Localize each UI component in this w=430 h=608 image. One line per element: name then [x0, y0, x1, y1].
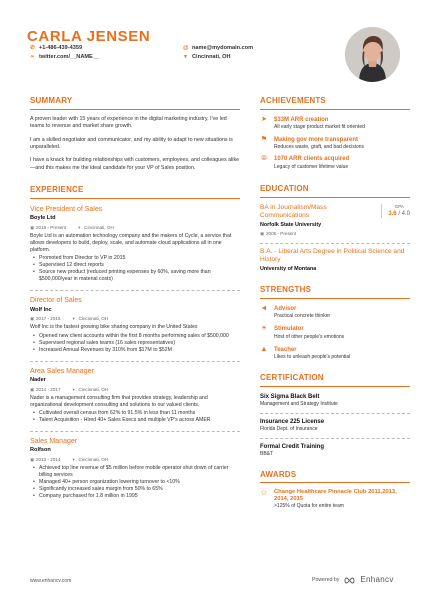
footer-site-link[interactable]: www.enhancv.com [30, 578, 72, 584]
achievement-title: $33M ARR creation [274, 116, 329, 123]
location-pin-icon: ▾ [72, 456, 75, 462]
job-location: Cincinnati, OH [78, 386, 109, 392]
divider [260, 438, 410, 439]
at-icon: @ [183, 45, 189, 52]
school-name: Norfolk State University [260, 221, 322, 228]
job-dates: 2017 - 2016 [36, 316, 61, 322]
enhancv-logo-icon [344, 577, 355, 584]
company-description: Nader is a management consulting firm that provides strategy, leadership and organizational development consulting and solutions to our valued clients. [30, 394, 208, 408]
link-icon: ∞ [30, 54, 35, 61]
company-description: Wolf Inc is the fastest growing bike sharing company in the United States [30, 324, 198, 331]
experience-entry [30, 296, 240, 353]
award-item [260, 489, 410, 510]
job-title: Sales Manager [30, 437, 78, 445]
phone-contact [30, 45, 82, 53]
award-desc: >125% of Quota for entire team [274, 503, 344, 510]
divider [260, 413, 410, 414]
gpa-block: GPA 3.6 / 4.0 [381, 204, 410, 218]
strength-title: Teacher [274, 347, 297, 354]
company-name: Wolf Inc [30, 306, 52, 313]
certification-item [260, 393, 410, 408]
divider [30, 290, 240, 291]
star-icon: ☆ [260, 488, 268, 498]
achievements-heading: ACHIEVEMENTS [260, 96, 410, 110]
job-dates: 2016 - Present [36, 225, 67, 231]
job-title: Director of Sales [30, 297, 82, 305]
experience-heading: EXPERIENCE [30, 185, 240, 199]
strength-title: Stimulator [274, 326, 304, 333]
divider [30, 431, 240, 432]
summary-paragraph: I am a skilled negotiator and communicator, and my ability to adapt to new situations is unparalleled. [30, 136, 233, 151]
certification-title: Formal Credit Training [260, 443, 325, 450]
achievement-desc: All early stage product market fit oriented [274, 123, 365, 130]
certification-issuer: Management and Strategy Institute [260, 401, 338, 408]
strength-desc: Likes to unleash people's potential [274, 354, 351, 361]
job-meta [30, 387, 240, 393]
job-meta [30, 316, 240, 322]
phone-icon: ✆ [30, 45, 35, 52]
strengths-heading: STRENGTHS [260, 285, 410, 299]
candidate-name: CARLA JENSEN [27, 28, 151, 45]
strength-title: Advisor [274, 305, 297, 312]
gpa-label: GPA [394, 204, 404, 210]
experience-entry [30, 205, 240, 283]
job-dates: 2013 - 2014 [36, 456, 61, 462]
certification-heading: CERTIFICATION [260, 373, 410, 387]
job-bullet: • Company purchased for 1.8 million in 1995 [35, 493, 240, 500]
location-text: Cincinnati, OH [192, 54, 231, 60]
graduation-cap-icon: ▲ [260, 346, 268, 354]
job-bullet: • Opened new client accounts within the first 8 months performing sales of $500,000 [35, 333, 240, 340]
job-bullet: • Supervised regional sales teams (16 sales representatives) [35, 340, 240, 347]
job-bullet: • Increased Annual Revenues by 310% from $17M to $52M [35, 347, 240, 354]
achievement-title: Making gov more transparent [274, 136, 359, 143]
summary-heading: SUMMARY [30, 96, 240, 110]
strength-desc: Practical concrete thinker [274, 312, 331, 319]
job-bullets [30, 465, 240, 500]
job-bullet: • Significantly increased sales margin from 50% to 65% [35, 486, 240, 493]
education-entry [260, 248, 410, 273]
paper-plane-icon: ➤ [261, 115, 267, 123]
right-column [260, 96, 410, 510]
brand-name: Enhancv [360, 575, 394, 584]
job-bullet: • Source new product (reduced printing expenses by 60%, saving more than $500,000/year in material costs) [35, 269, 240, 283]
job-dates: 2014 - 2017 [36, 386, 61, 392]
awards-heading: AWARDS [260, 470, 410, 484]
phone-text: +1-486-439-4359 [39, 45, 83, 51]
achievement-title: 1070 ARR clients acquired [274, 156, 350, 163]
gpa-max: 4.0 [401, 211, 410, 218]
footer-branding [312, 575, 394, 586]
calendar-icon: ▣ [260, 230, 265, 236]
experience-entry [30, 367, 240, 424]
lightbulb-icon: ☀ [260, 325, 268, 333]
divider [30, 361, 240, 362]
job-title: Vice President of Sales [30, 206, 103, 214]
school-name: University of Montana [260, 265, 317, 272]
calendar-icon: ▣ [30, 386, 35, 392]
achievement-item [260, 136, 410, 151]
email-text[interactable]: name@mydomain.com [192, 45, 254, 51]
calendar-icon: ▣ [30, 316, 35, 322]
education-heading: EDUCATION [260, 184, 410, 198]
strength-item [260, 325, 410, 340]
job-location: Cincinnati, OH [78, 456, 109, 462]
experience-entry [30, 437, 240, 500]
job-bullet: • Supervised 12 direct reports [35, 262, 240, 269]
job-bullets [30, 255, 240, 283]
job-title: Area Sales Manager [30, 367, 94, 375]
degree-title: BA in Journalism/Mass Communications [260, 204, 327, 220]
bookmark-icon: ⚑ [260, 135, 268, 143]
company-name: Boyle Ltd [30, 215, 56, 222]
gpa-value: 3.6 [388, 211, 397, 218]
job-location: Cincinnati, OH [84, 225, 114, 231]
award-title: Change Healthcare Pinnacle Club 2011,2013, 2014, 2015 [274, 489, 397, 503]
education-dates: 2005 - Present [266, 230, 297, 236]
summary-paragraph: I have a knack for building relationships with customers, employees, and colleagues alike—and this makes me the ideal candidate for your VP of Sales position. [30, 157, 240, 171]
job-meta [30, 225, 240, 231]
divider [260, 243, 410, 244]
company-name: Rolfson [30, 447, 51, 454]
strength-desc: Host of other people's emotions [274, 333, 345, 340]
certification-issuer: Florida Dept. of Insurance [260, 425, 318, 432]
location-contact [183, 54, 231, 62]
job-bullet: • Managed 40+ person organization lowering turnover to <10% [35, 479, 240, 486]
achievement-desc: Reduces waste, graft, and bad decisions [274, 143, 365, 150]
profile-photo [345, 27, 400, 82]
certification-item [260, 443, 410, 458]
company-name: Nader [30, 376, 46, 383]
twitter-text[interactable]: twitter.com/__NAME__ [39, 54, 99, 60]
left-column [30, 96, 240, 507]
certification-title: Six Sigma Black Belt [260, 393, 320, 400]
email-contact[interactable] [183, 45, 253, 53]
education-entry [260, 204, 410, 239]
achievement-item [260, 116, 410, 131]
summary-paragraph: A proven leader with 15 years of experience in the digital marketing industry, I've led teams to revenue and market share growth. [30, 115, 227, 130]
calendar-icon: ▣ [30, 456, 35, 462]
achievement-item [260, 155, 410, 170]
job-bullets [30, 333, 240, 354]
company-description: Boyle Ltd is an automation technology company and the makers of Cycle, a service that allows developers to build, deploy, scale, and automate cloud applications all in one platform. [30, 233, 232, 254]
achievement-desc: Legacy of customer lifetime value [274, 163, 349, 170]
certification-title: Insurance 225 License [260, 418, 325, 425]
twitter-contact[interactable] [30, 54, 99, 62]
job-bullets [30, 410, 240, 424]
job-bullet: • Promoted from Director to VP in 2015 [35, 255, 240, 262]
powered-by-text: Powered by [312, 576, 340, 583]
job-bullet: • Cultivated overall census from 62% to 91.5% in less than 11 months [35, 410, 240, 417]
avatar-portrait [345, 27, 400, 82]
megaphone-icon: ◄ [260, 304, 268, 312]
certification-item [260, 418, 410, 433]
degree-title: B.A. - Liberal Arts Degree in Political Science and History [260, 248, 405, 264]
strength-item [260, 305, 410, 320]
location-pin-icon: ▾ [184, 54, 187, 61]
job-location: Cincinnati, OH [78, 316, 109, 322]
location-pin-icon: ▾ [72, 316, 75, 322]
education-meta [260, 231, 375, 237]
calendar-icon: ▣ [30, 225, 35, 231]
location-pin-icon: ▾ [78, 225, 81, 231]
job-meta [30, 457, 240, 463]
location-pin-icon: ▾ [72, 386, 75, 392]
job-bullet: • Talent Acquisition - Hired 40+ Sales Execs and multiple VP's across AMER [35, 417, 240, 424]
strength-item [260, 346, 410, 361]
certification-issuer: BB&T [260, 450, 274, 457]
job-bullet: • Achieved top line revenue of $5 million before mobile operator shut down of carrier billing services [35, 465, 240, 479]
handshake-icon: ⦾ [261, 155, 267, 163]
